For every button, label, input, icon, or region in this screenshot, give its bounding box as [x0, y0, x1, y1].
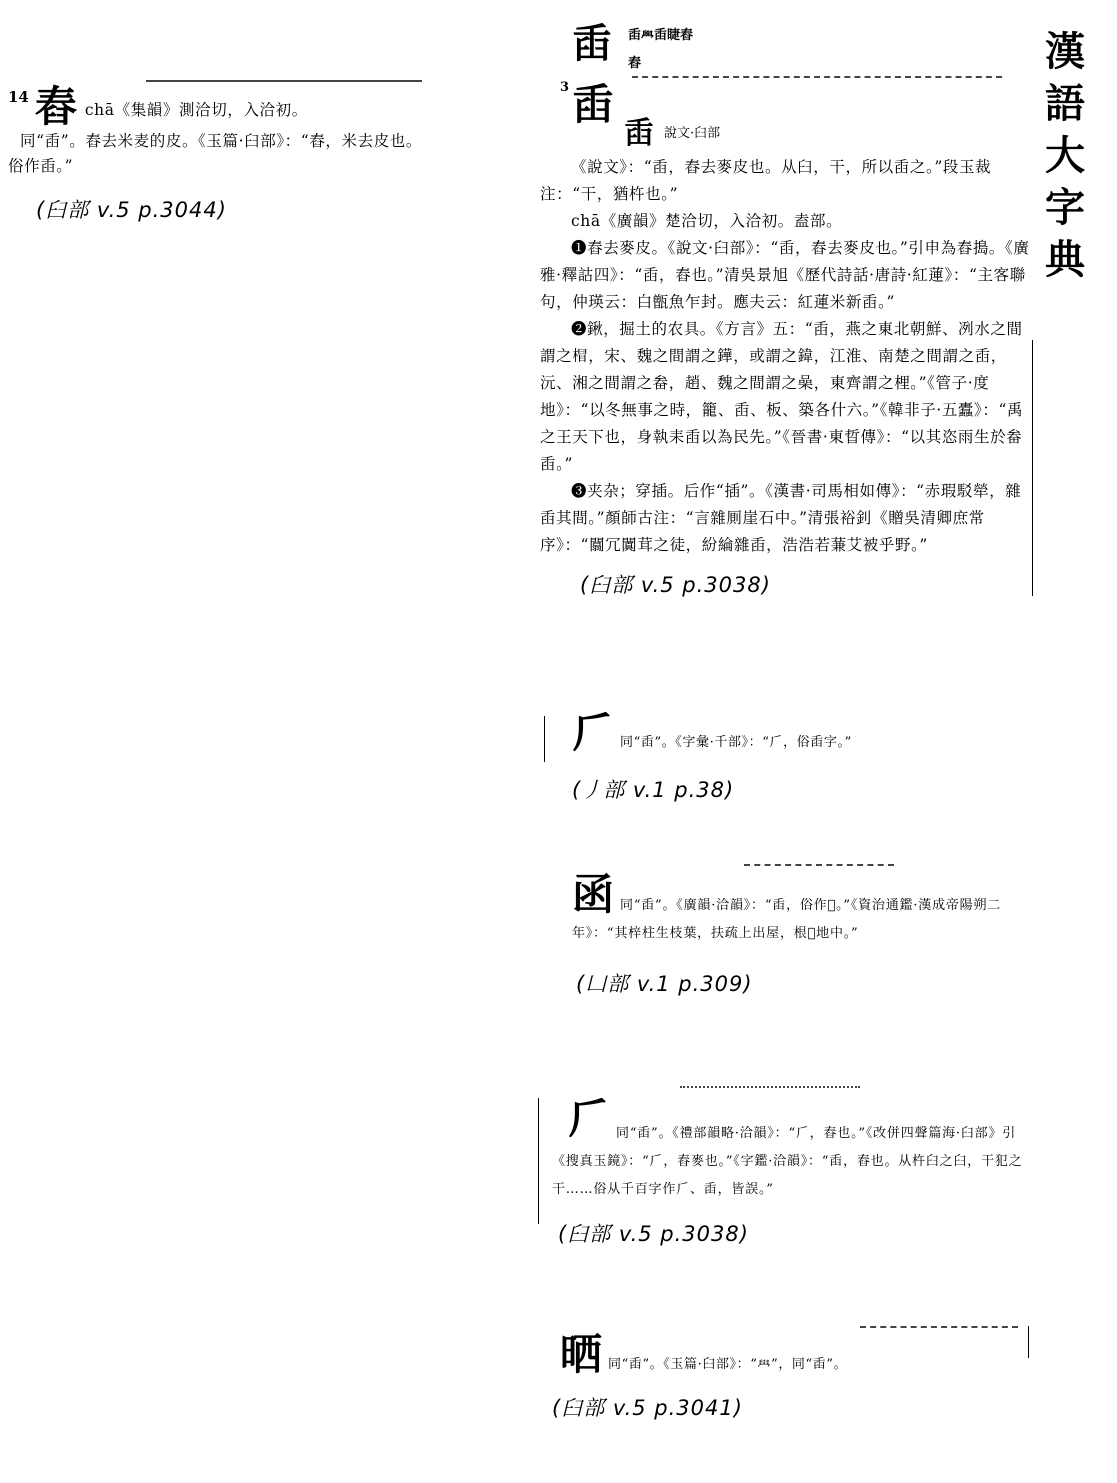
margin-line: [1032, 340, 1033, 596]
headword: 𠂆: [572, 708, 615, 757]
handwritten-note: (臼部 v.5 p.3044): [36, 198, 227, 222]
entry-5: [552, 1094, 1024, 1248]
title-char-1: 漢: [1045, 28, 1085, 75]
entry-text: 同“臿”。《玉篇·臼部》：“𦥯”，同“臿”。: [608, 1357, 848, 1372]
headword: 舂: [34, 82, 77, 131]
margin-line: [538, 1098, 539, 1224]
superscript: 3: [560, 80, 570, 95]
headword: 臿: [572, 80, 615, 129]
scan-rule: [146, 80, 422, 82]
paragraph: 《說文》：“臿，舂去麥皮也。从臼，干，所以臿之。”段玉裁注：“干，猶杵也。”: [540, 158, 992, 203]
entry-2: [540, 80, 1030, 599]
header-variants-2: 舂: [628, 56, 642, 71]
title-char-2: 語: [1045, 80, 1085, 127]
scan-rule: [680, 1086, 860, 1088]
paragraph: ❷鍬，掘土的农具。《方言》五：“臿，燕之東北朝鮮、冽水之間謂之𣔺，宋、魏之間謂之鏵，或謂之鍏，江淮、南楚之間謂之臿，沅、湘之間謂之畚，趙、魏之間謂之喿，東齊謂之梩。”《管子·度地》：“以冬無事之時，籠、臿、板、築各什六。”《韓非子·五蠹》：“禹之王天下也，身執耒臿以為民先。”《晉書·東晢傳》：“以其恣雨生於畚臿。”: [540, 320, 1024, 473]
entry-text: 同“臿”。《字彙·千部》：“𠂆，俗臿字。”: [620, 735, 852, 750]
dictionary-title: [1036, 26, 1094, 286]
scan-rule: [744, 864, 894, 866]
paragraph: ❸夹杂；穿插。后作“插”。《漢書·司馬相如傳》：“赤瑕駁犖，雜臿其間。”顏師古注：“言雜厠崖石中。”清張裕釗《贈吳清卿庶常序》：“闒冗闐茸之徒，紛綸雜臿，浩浩若蒹艾被乎野。”: [540, 482, 1022, 554]
entry-4: [572, 870, 1024, 998]
handwritten-note: (丿部 v.1 p.38): [572, 778, 735, 802]
entry-6: [552, 1330, 1030, 1422]
handwritten-note: (臼部 v.5 p.3038): [580, 573, 771, 597]
entry-line: 同“臿”。舂去米麦的皮。《玉篇·臼部》：“舂，米去皮也。: [20, 132, 423, 150]
entry-text: 同“臿”。《廣韻·洽韻》：“臿，俗作𠚳。”《資治通鑑·漢成帝陽朔二年》：“其梓柱生枝葉，扶疏上出屋，根𠚳地中。”: [572, 898, 1002, 941]
seal-label: 說文·臼部: [664, 126, 721, 141]
entry-line: 俗作臿。”: [8, 157, 74, 175]
headword: 𠂆: [568, 1094, 611, 1143]
title-char-5: 典: [1045, 236, 1085, 283]
paragraph: chā《廣韻》楚洽切，入洽初。盍部。: [571, 212, 843, 230]
paragraph: ❶舂去麥皮。《說文·臼部》：“臿，舂去麥皮也。”引申為舂搗。《廣雅·釋詁四》：“臿，舂也。”清吳景旭《歷代詩話·唐詩·紅蓮》：“主客聯句，仲瑛云：白甑魚乍封。應夫云：紅蓮米新臿。”: [540, 239, 1030, 311]
header-char: 臿: [572, 20, 612, 67]
entry-line: chā《集韻》測洽切，入洽初。: [84, 101, 308, 119]
headword: 函: [572, 870, 615, 919]
scan-rule: [860, 1326, 1018, 1328]
handwritten-note: (臼部 v.5 p.3038): [558, 1222, 749, 1246]
handwritten-note: (臼部 v.5 p.3041): [552, 1396, 743, 1420]
title-char-4: 字: [1045, 184, 1085, 231]
entry-text: 同“臿”。《禮部韻略·洽韻》：“𠂆，舂也。”《改併四聲篇海·臼部》引《搜真玉鏡》：“𠂆，舂麥也。”《字鑑·洽韻》：“臿，舂也。从杵臼之臼，干犯之干……俗从千百字作𠂆、臿，皆誤。”: [552, 1126, 1023, 1197]
entry-3: [572, 708, 1032, 804]
entry-2-header: [572, 18, 1032, 78]
header-variants: 臿𦥯臿睫舂: [628, 28, 694, 43]
seal-char: 臿: [624, 116, 654, 151]
handwritten-note: (凵部 v.1 p.309): [576, 972, 753, 996]
entry-1: [8, 82, 498, 224]
title-char-3: 大: [1045, 132, 1085, 179]
margin-line: [544, 716, 545, 762]
headword: 晒: [560, 1330, 603, 1379]
scan-rule: [632, 76, 1002, 78]
page-number: 14: [8, 88, 29, 106]
